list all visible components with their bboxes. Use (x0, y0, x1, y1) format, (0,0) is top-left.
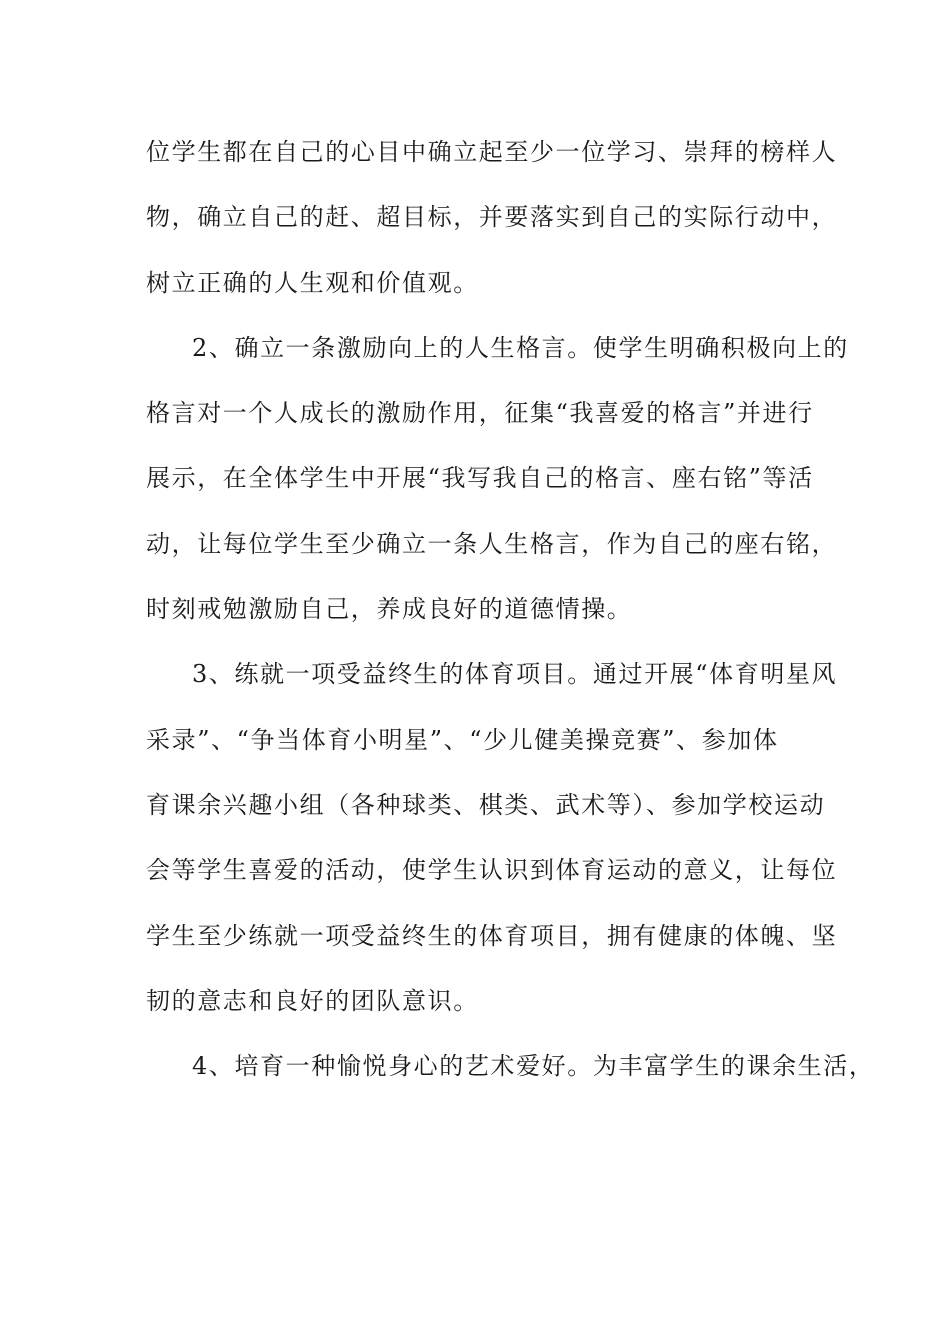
text-line: 展示，在全体学生中开展“我写我自己的格言、座右铭”等活 (146, 464, 814, 493)
text-line: 时刻戒勉激励自己，养成良好的道德情操。 (146, 595, 633, 624)
text-line: 树立正确的人生观和价值观。 (146, 268, 479, 297)
text-line: 学生至少练就一项受益终生的体育项目，拥有健康的体魄、坚 (146, 921, 838, 950)
text-line: 格言对一个人成长的激励作用，征集“我喜爱的格言”并进行 (146, 399, 814, 428)
text-line: 位学生都在自己的心目中确立起至少一位学习、崇拜的榜样人 (146, 138, 838, 166)
body-text (146, 128, 875, 1107)
paragraph-start-line: 3、练就一项受益终生的体育项目。通过开展“体育明星风 (192, 660, 838, 689)
text-line: 会等学生喜爱的活动，使学生认识到体育运动的意义，让每位 (146, 856, 838, 885)
paragraph-start-line: 2、确立一条激励向上的人生格言。使学生明确积极向上的 (192, 333, 849, 362)
paragraph-start-line: 4、培育一种愉悦身心的艺术爱好。为丰富学生的课余生活， (192, 1052, 875, 1081)
text-line: 采录”、“争当体育小明星”、“少儿健美操竞赛”、参加体 (146, 725, 779, 754)
text-line: 韧的意志和良好的团队意识。 (146, 986, 479, 1015)
text-line: 动，让每位学生至少确立一条人生格言，作为自己的座右铭， (146, 529, 838, 558)
text-line: 育课余兴趣小组（各种球类、棋类、武术等）、参加学校运动 (146, 790, 826, 819)
text-line: 物，确立自己的赶、超目标，并要落实到自己的实际行动中， (146, 203, 838, 232)
